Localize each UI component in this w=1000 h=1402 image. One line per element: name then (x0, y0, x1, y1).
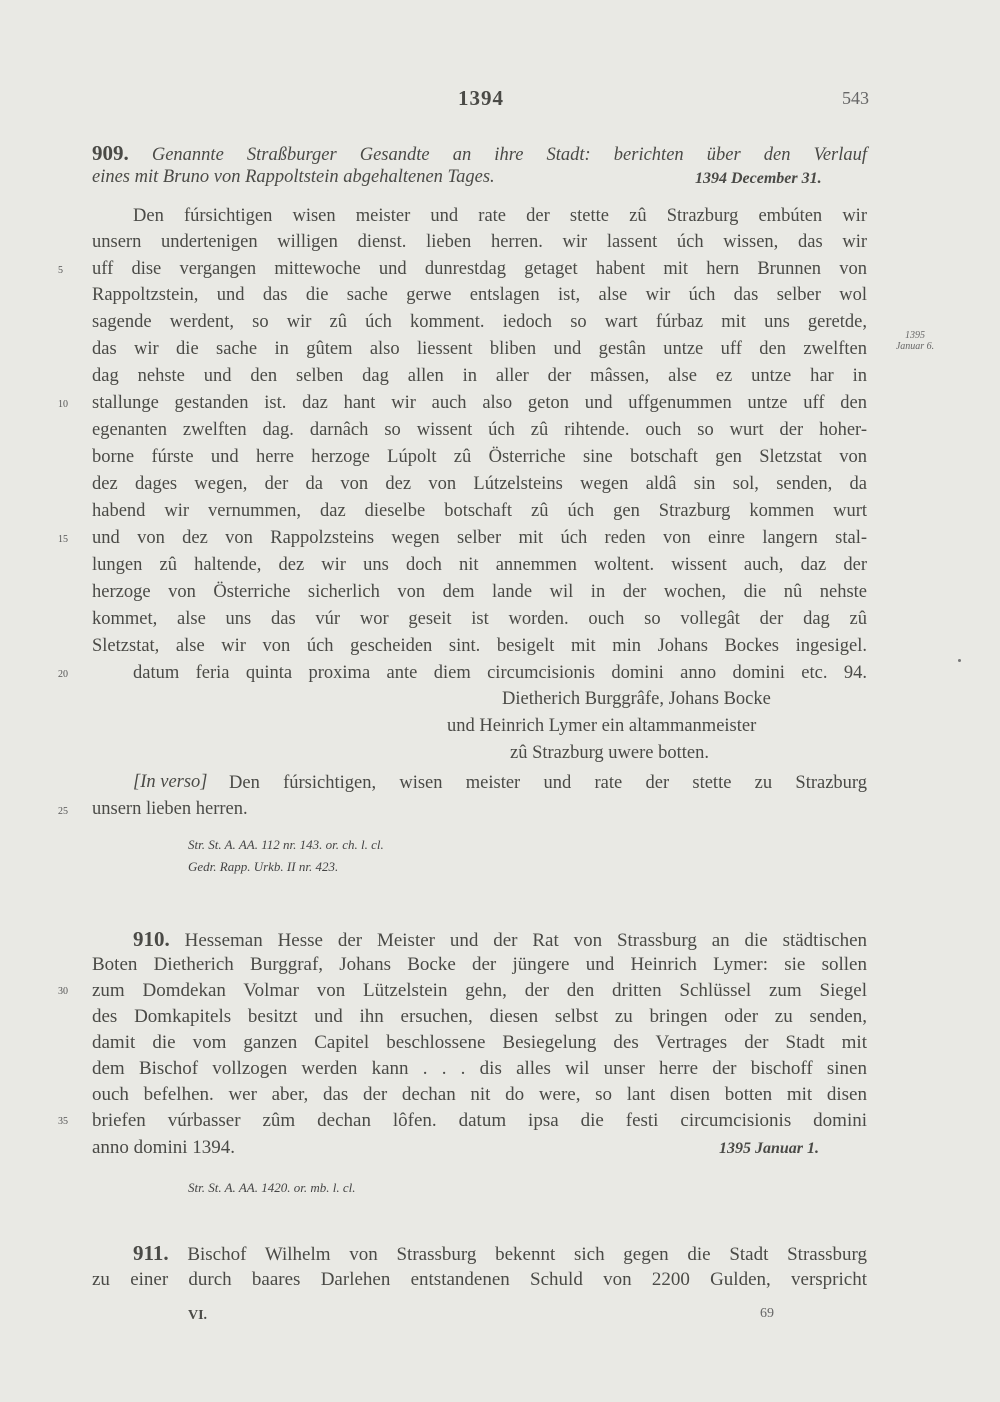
doc909-source: Str. St. A. AA. 112 nr. 143. or. ch. l. cl. (188, 837, 384, 852)
signature-line: zû Strazburg uwere botten. (510, 743, 709, 763)
doc909-line: borne fúrste und herre herzoge Lúpolt zû Österriche sine botschaft gen Sletzstat von (92, 447, 867, 467)
doc909-line: Den fúrsichtigen wisen meister und rate der stette zû Strazburg embúten wir (133, 206, 867, 226)
doc909-print-reference: Gedr. Rapp. Urkb. II nr. 423. (188, 859, 339, 874)
page-number: 543 (842, 88, 869, 108)
doc909-number: 909. (92, 141, 129, 165)
doc911-line: zu einer durch baares Darlehen entstandenen Schuld von 2200 Gulden, verspricht (92, 1269, 867, 1290)
doc909-heading-line1 (92, 142, 867, 166)
doc909-line: und von dez von Rappolzsteins wegen selber mit úch reden von einre langern stal- (92, 528, 867, 548)
doc910-line: zum Domdekan Volmar von Lützelstein gehn, der den dritten Schlüssel zum Siegel (92, 980, 867, 1001)
doc909-line: unsern undertenigen willigen dienst. lieben herren. wir lassent úch wissen, das wir (92, 232, 867, 252)
verso-label: [In verso] (133, 772, 208, 792)
line-number: 25 (58, 806, 68, 817)
doc910-line: Boten Dietherich Burggraf, Johans Bocke der jüngere und Heinrich Lymer: sie sollen (92, 954, 867, 975)
doc910-line: damit die vom ganzen Capitel beschlossene Besiegelung des Vertrages der Stadt mit (92, 1032, 867, 1053)
doc909-line: stallunge gestanden ist. daz hant wir auch also geton und uffgenummen untze uff den (92, 393, 867, 413)
line-number: 35 (58, 1116, 68, 1127)
sheet-number: 69 (760, 1306, 774, 1321)
signature-mark: VI. (188, 1308, 208, 1323)
signature-line: und Heinrich Lymer ein altammanmeister (447, 716, 757, 736)
doc910-number: 910. (133, 927, 170, 951)
line-number: 5 (58, 265, 63, 276)
verso-address-line1: Den fúrsichtigen, wisen meister und rate der stette zu Strazburg (229, 773, 867, 793)
doc909-line: lungen zû haltende, dez wir uns doch nit annemmen woltent. wissent auch, daz der (92, 555, 867, 575)
line-number: 30 (58, 986, 68, 997)
signature-line: Dietherich Burggrâfe, Johans Bocke (502, 689, 771, 709)
line-number: 15 (58, 534, 68, 545)
doc909-heading-text: Genannte Straßburger Gesandte an ihre Stadt: berichten über den Verlauf (151, 145, 868, 165)
margin-date: 1395 Januar 6. (895, 330, 935, 352)
verso-address-line2: unsern lieben herren. (92, 799, 248, 819)
doc909-line: uff dise vergangen mittewoche und dunrestdag getaget habent mit hern Brunnen von (92, 259, 867, 279)
line-number: 10 (58, 399, 68, 410)
doc909-line: sagende werdent, so wir zû úch komment. iedoch so wart fúrbaz mit uns geretde, (92, 312, 867, 332)
doc909-line: das wir die sache in gûtem also liessent bliben und gestân untze uff den zwelften (92, 339, 867, 359)
stray-mark (958, 659, 961, 662)
doc909-line: Rappoltzstein, und das die sache gerwe entslagen ist, alse wir úch das selber wol (92, 285, 867, 305)
doc909-line: kommet, alse uns das vúr wor geseit ist worden. ouch so vollegât der dag zû (92, 609, 867, 629)
doc909-date: 1394 December 31. (695, 170, 822, 187)
doc910-line: briefen vúrbasser zûm dechan lôfen. datum ipsa die festi circumcisionis domini (92, 1110, 867, 1131)
running-head-year: 1394 (458, 86, 504, 110)
doc909-line: herzoge von Österriche sicherlich von dem lande wil in der wochen, die nû nehste (92, 582, 867, 602)
doc911-line1: 911. Bischof Wilhelm von Strassburg bekennt sich gegen die Stadt Strassburg (133, 1241, 867, 1265)
doc910-line1: 910. Hesseman Hesse der Meister und der Rat von Strassburg an die städtischen (133, 927, 868, 951)
line-number: 20 (58, 669, 68, 680)
doc910-line: dem Bischof vollzogen werden kann . . . dis alles wil unser herre der bischoff sinen (92, 1058, 867, 1079)
doc910-date: 1395 Januar 1. (719, 1140, 820, 1157)
doc910-line: des Domkapitels besitzt und ihn ersuchen, diesen selbst zu bringen oder zu senden, (92, 1006, 867, 1027)
doc909-line: dag nehste und den selben dag allen in aller der mâssen, alse ez untze har in (92, 366, 867, 386)
doc909-line: egenanten zwelften dag. darnâch so wissent úch zû rihtende. ouch so wurt der hoher- (92, 420, 867, 440)
doc911-number: 911. (133, 1241, 169, 1265)
doc909-datum-line: datum feria quinta proxima ante diem circumcisionis domini anno domini etc. 94. (133, 663, 867, 683)
doc910-last-line: anno domini 1394. (92, 1137, 236, 1158)
doc910-line: ouch befelhen. wer aber, das der dechan nit do were, so lant disen botten mit disen (92, 1084, 867, 1105)
doc909-line: dez dages wegen, der da von dez von Lútzelsteins wegen aldâ sin sol, senden, da (92, 474, 867, 494)
doc909-line: habend wir vernummen, daz dieselbe botschaft zû úch gen Strazburg kommen wurt (92, 501, 867, 521)
doc910-source: Str. St. A. AA. 1420. or. mb. l. cl. (188, 1180, 356, 1195)
doc909-line: Sletzstat, alse wir von úch gescheiden sint. besigelt mit min Johans Bockes ingesigel. (92, 636, 867, 656)
doc909-heading-line2: eines mit Bruno von Rappoltstein abgehaltenen Tages. (92, 167, 495, 187)
